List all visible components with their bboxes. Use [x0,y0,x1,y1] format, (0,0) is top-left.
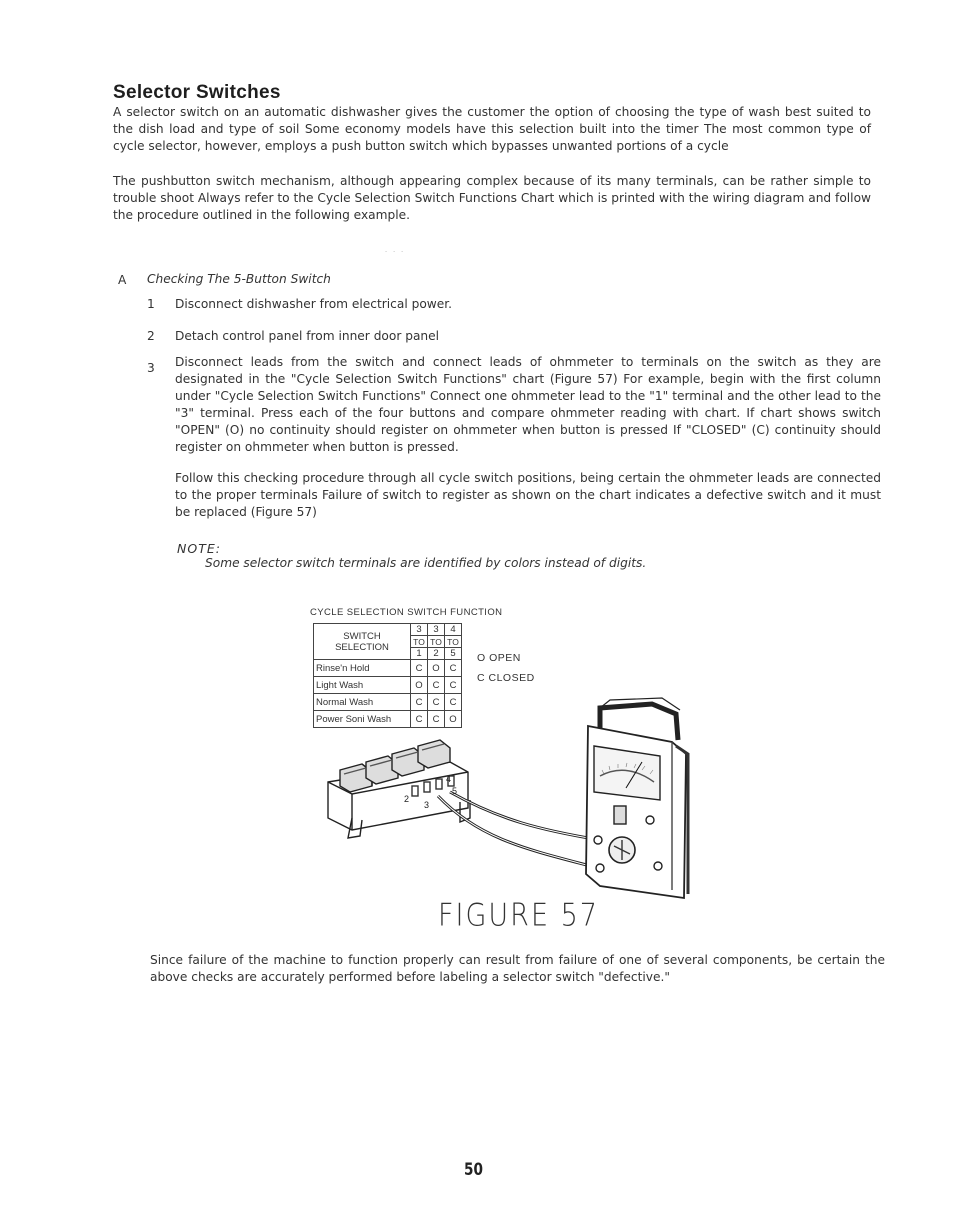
table-cell: C [411,711,428,728]
legend-closed: C CLOSED [477,672,535,684]
column-header-top: 3 [411,624,428,636]
table-cell: O [411,677,428,694]
row-label: Light Wash [314,677,411,694]
row-label: Normal Wash [314,694,411,711]
header-line: SWITCH [343,630,381,642]
note-label: NOTE: [177,541,221,556]
column-header-bottom: 1 [411,648,428,660]
terminal-label: 4 [446,774,452,784]
column-header-top: 4 [445,624,462,636]
section-title: Checking The 5-Button Switch [147,272,331,286]
ohmmeter-lead-2 [450,792,600,840]
step-text: Detach control panel from inner door panel [175,329,440,343]
scan-smudge: - - - [385,248,406,255]
table-cell: C [428,711,445,728]
table-cell: C [428,677,445,694]
closing-paragraph: Since failure of the machine to function properly can result from failure of one of several components, be certain the above checks are accurately performed before labeling a selector switch "defective." [150,953,885,984]
row-label: Rinse'n Hold [314,660,411,677]
note-text: Some selector switch terminals are identified by colors instead of digits. [205,556,647,570]
column-header-mid: TO [445,636,462,648]
column-header-bottom: 2 [428,648,445,660]
table-cell: C [428,694,445,711]
table-cell: O [428,660,445,677]
column-header-bottom: 5 [445,648,462,660]
step-number: 2 [147,329,155,343]
step-text: Disconnect leads from the switch and connect leads of ohmmeter to terminals on the switch as they are designated in the "Cycle Selection Switch Functions" chart (Figure 57) For example, begin with the first column under "Cycle Selection Switch Functions" Connect one ohmmeter lead to the "1" terminal and the other lead to the "3" terminal. Press each of the four buttons and compare ohmmeter reading with chart. If chart shows switch "OPEN" (O) no continuity should register on ohmmeter when button is pressed If "CLOSED" (C) continuity should register on ohmmeter when button is pressed. [175,355,881,454]
switch-selection-header [314,624,411,660]
column-header-mid: TO [428,636,445,648]
table-cell: C [411,660,428,677]
page-number: 50 [464,1160,483,1180]
table-cell: O [445,711,462,728]
legend-open: O OPEN [477,652,521,664]
intro-paragraph-1: A selector switch on an automatic dishwasher gives the customer the option of choosing the type of wash best suited to the dish load and type of soil Some economy models have this selection built into the timer The most common type of cycle selector, however, employs a push button switch which bypasses unwanted portions of a cycle [113,105,871,153]
table-row [314,660,462,677]
figure-caption: FIGURE 57 [438,898,599,934]
row-label: Power Soni Wash [314,711,411,728]
ohmmeter [586,698,688,898]
switch-chart-title: CYCLE SELECTION SWITCH FUNCTION [310,607,503,618]
terminal-label: 2 [404,794,410,804]
section-letter: A [118,273,127,287]
table-cell: C [445,677,462,694]
table-cell: C [411,694,428,711]
table-cell: C [445,694,462,711]
intro-paragraph-2: The pushbutton switch mechanism, although appearing complex because of its many terminals, can be rather simple to trouble shoot Always refer to the Cycle Selection Switch Functions Chart which is printed with the wiring diagram and follow the procedure outlined in the following example. [113,174,871,222]
terminal-label: 3 [424,800,430,810]
column-header-top: 3 [428,624,445,636]
step-number: 1 [147,297,155,311]
table-cell: C [445,660,462,677]
step-text: Disconnect dishwasher from electrical power. [175,297,453,311]
terminal-label: 5 [452,786,458,796]
step-number: 3 [147,361,155,375]
section-heading: Selector Switches [113,82,281,103]
column-header-mid: TO [411,636,428,648]
switch-ohmmeter-illustration [300,690,720,905]
step-follow-text: Follow this checking procedure through all cycle switch positions, being certain the ohmmeter leads are connected to the proper terminals Failure of switch to register as shown on the chart indicates a defective switch and it must be replaced (Figure 57) [175,471,881,519]
header-line: SELECTION [335,641,389,653]
